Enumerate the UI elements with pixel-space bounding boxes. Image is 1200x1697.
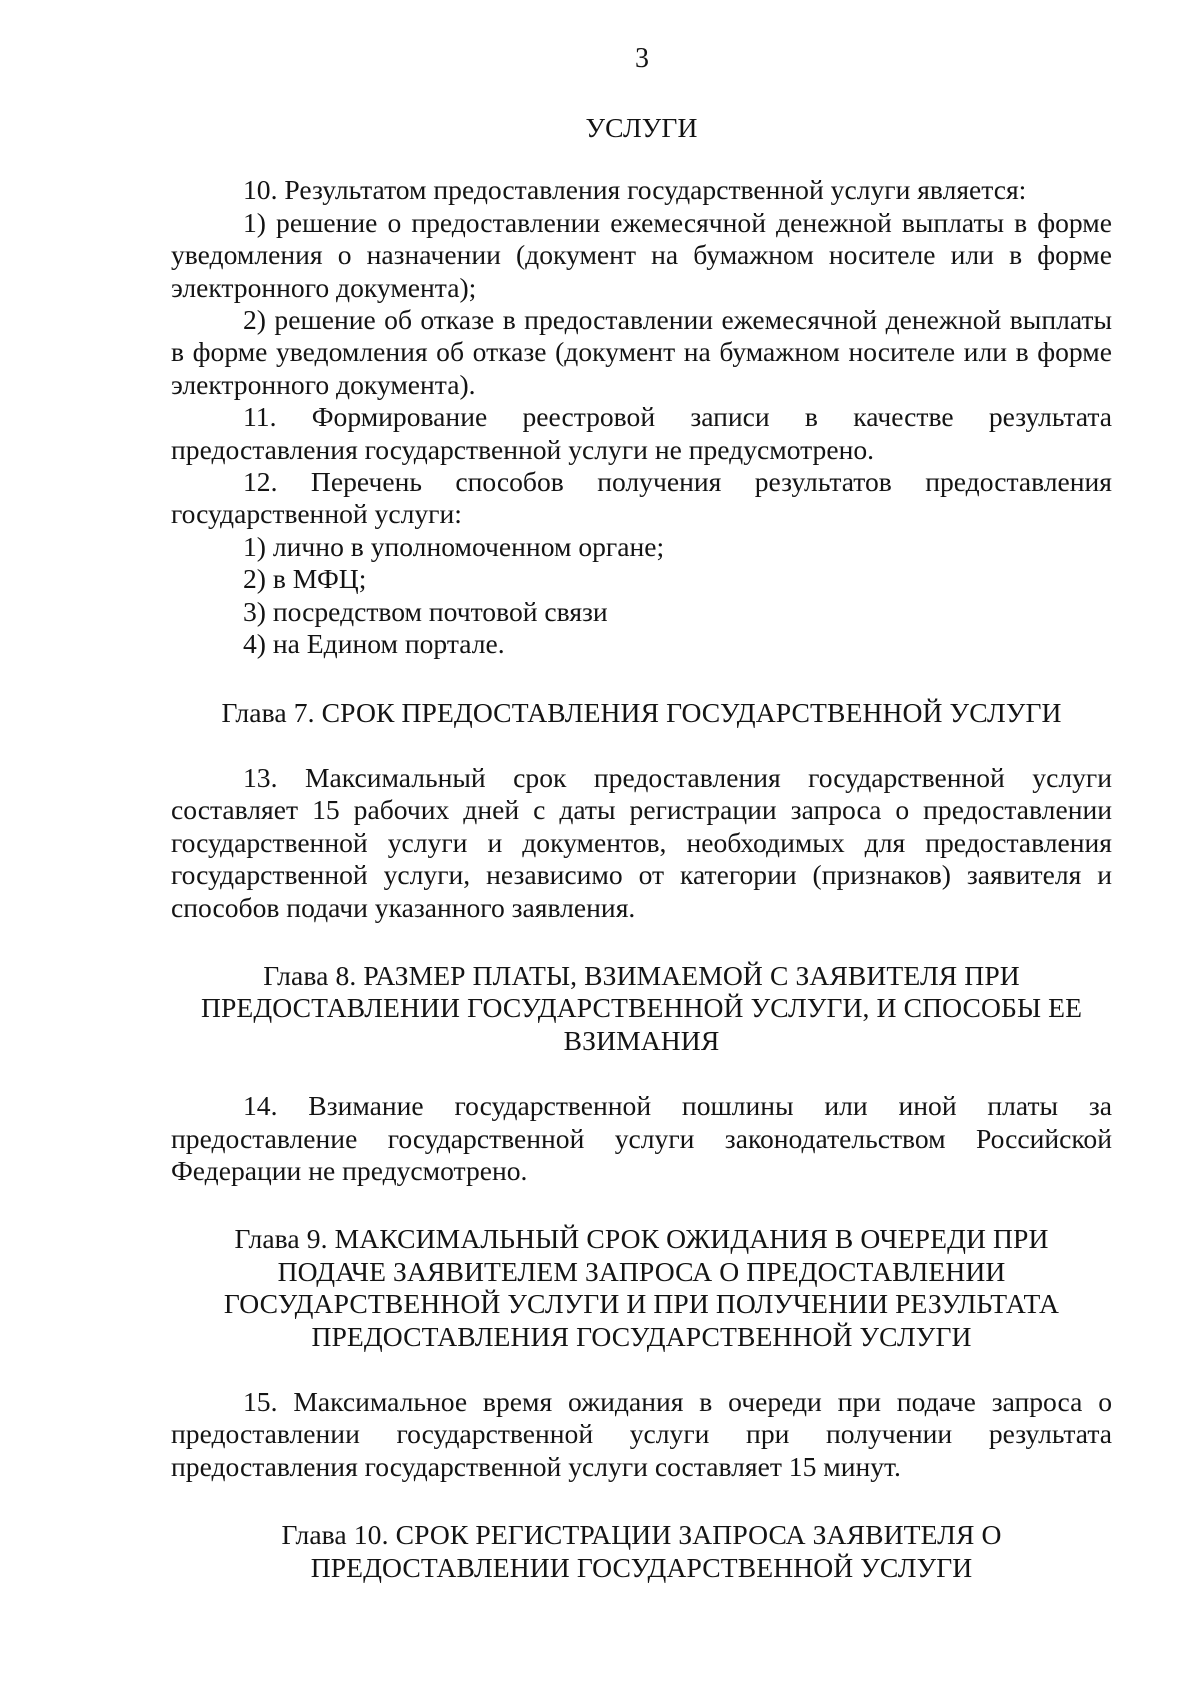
paragraph-14: 14. Взимание государственной пошлины или иной платы за предоставление государственной услуги законодательством Российской Федерации не предусмотрено. (171, 1090, 1112, 1186)
chapter-9-title (171, 1223, 1112, 1353)
page-number: 3 (635, 43, 649, 74)
chapter-10-title-line: Глава 10. СРОК РЕГИСТРАЦИИ ЗАПРОСА ЗАЯВИТЕЛЯ О (281, 1519, 1002, 1551)
paragraph-12: 12. Перечень способов получения результатов предоставления государственной услуги: (171, 466, 1112, 530)
chapter-7-title: Глава 7. СРОК ПРЕДОСТАВЛЕНИЯ ГОСУДАРСТВЕННОЙ УСЛУГИ (221, 696, 1062, 728)
chapter-8-title-line: ВЗИМАНИЯ (563, 1024, 720, 1056)
chapter-9-title-line: ПРЕДОСТАВЛЕНИЯ ГОСУДАРСТВЕННОЙ УСЛУГИ (311, 1320, 972, 1352)
paragraph-10-item-2: 2) решение об отказе в предоставлении ежемесячной денежной выплаты в форме уведомления об отказе (документ на бумажном носителе или в форме электронного документа). (171, 304, 1112, 400)
document-body (171, 112, 1112, 1617)
chapter-9-title-line: Глава 9. МАКСИМАЛЬНЫЙ СРОК ОЖИДАНИЯ В ОЧЕРЕДИ ПРИ (234, 1223, 1049, 1255)
paragraph-10-item-1: 1) решение о предоставлении ежемесячной денежной выплаты в форме уведомления о назначении (документ на бумажном носителе или в форме электронного документа); (171, 206, 1112, 303)
chapter-8-title (171, 960, 1112, 1057)
paragraph-10: 10. Результатом предоставления государственной услуги является: (243, 174, 1027, 206)
section-heading: УСЛУГИ (585, 112, 698, 143)
chapter-10-title (171, 1519, 1112, 1584)
paragraph-11: 11. Формирование реестровой записи в качестве результата предоставления государственной услуги не предусмотрено. (171, 401, 1112, 465)
paragraph-13: 13. Максимальный срок предоставления государственной услуги составляет 15 рабочих дней с даты регистрации запроса о предоставлении государственной услуги и документов, необходимых для предоставления государственной услуги, независимо от категории (признаков) заявителя и способов подачи указанного заявления. (171, 761, 1112, 923)
chapter-8-title-line: Глава 8. РАЗМЕР ПЛАТЫ, ВЗИМАЕМОЙ С ЗАЯВИТЕЛЯ ПРИ (263, 959, 1020, 991)
paragraph-12-item-1: 1) лично в уполномоченном органе; (243, 530, 665, 562)
paragraph-15: 15. Максимальное время ожидания в очереди при подаче запроса о предоставлении государственной услуги при получении результата предоставления государственной услуги составляет 15 минут. (171, 1386, 1112, 1482)
chapter-10-title-line: ПРЕДОСТАВЛЕНИИ ГОСУДАРСТВЕННОЙ УСЛУГИ (310, 1551, 973, 1583)
chapter-9-title-line: ПОДАЧЕ ЗАЯВИТЕЛЕМ ЗАПРОСА О ПРЕДОСТАВЛЕНИИ (277, 1255, 1006, 1287)
chapter-9-title-line: ГОСУДАРСТВЕННОЙ УСЛУГИ И ПРИ ПОЛУЧЕНИИ РЕЗУЛЬТАТА (223, 1288, 1060, 1320)
paragraph-12-item-3: 3) посредством почтовой связи (243, 595, 608, 627)
paragraph-12-item-2: 2) в МФЦ; (243, 563, 367, 595)
paragraph-12-item-4: 4) на Едином портале. (243, 628, 505, 660)
chapter-8-title-line: ПРЕДОСТАВЛЕНИИ ГОСУДАРСТВЕННОЙ УСЛУГИ, И СПОСОБЫ ЕЕ (200, 992, 1083, 1024)
